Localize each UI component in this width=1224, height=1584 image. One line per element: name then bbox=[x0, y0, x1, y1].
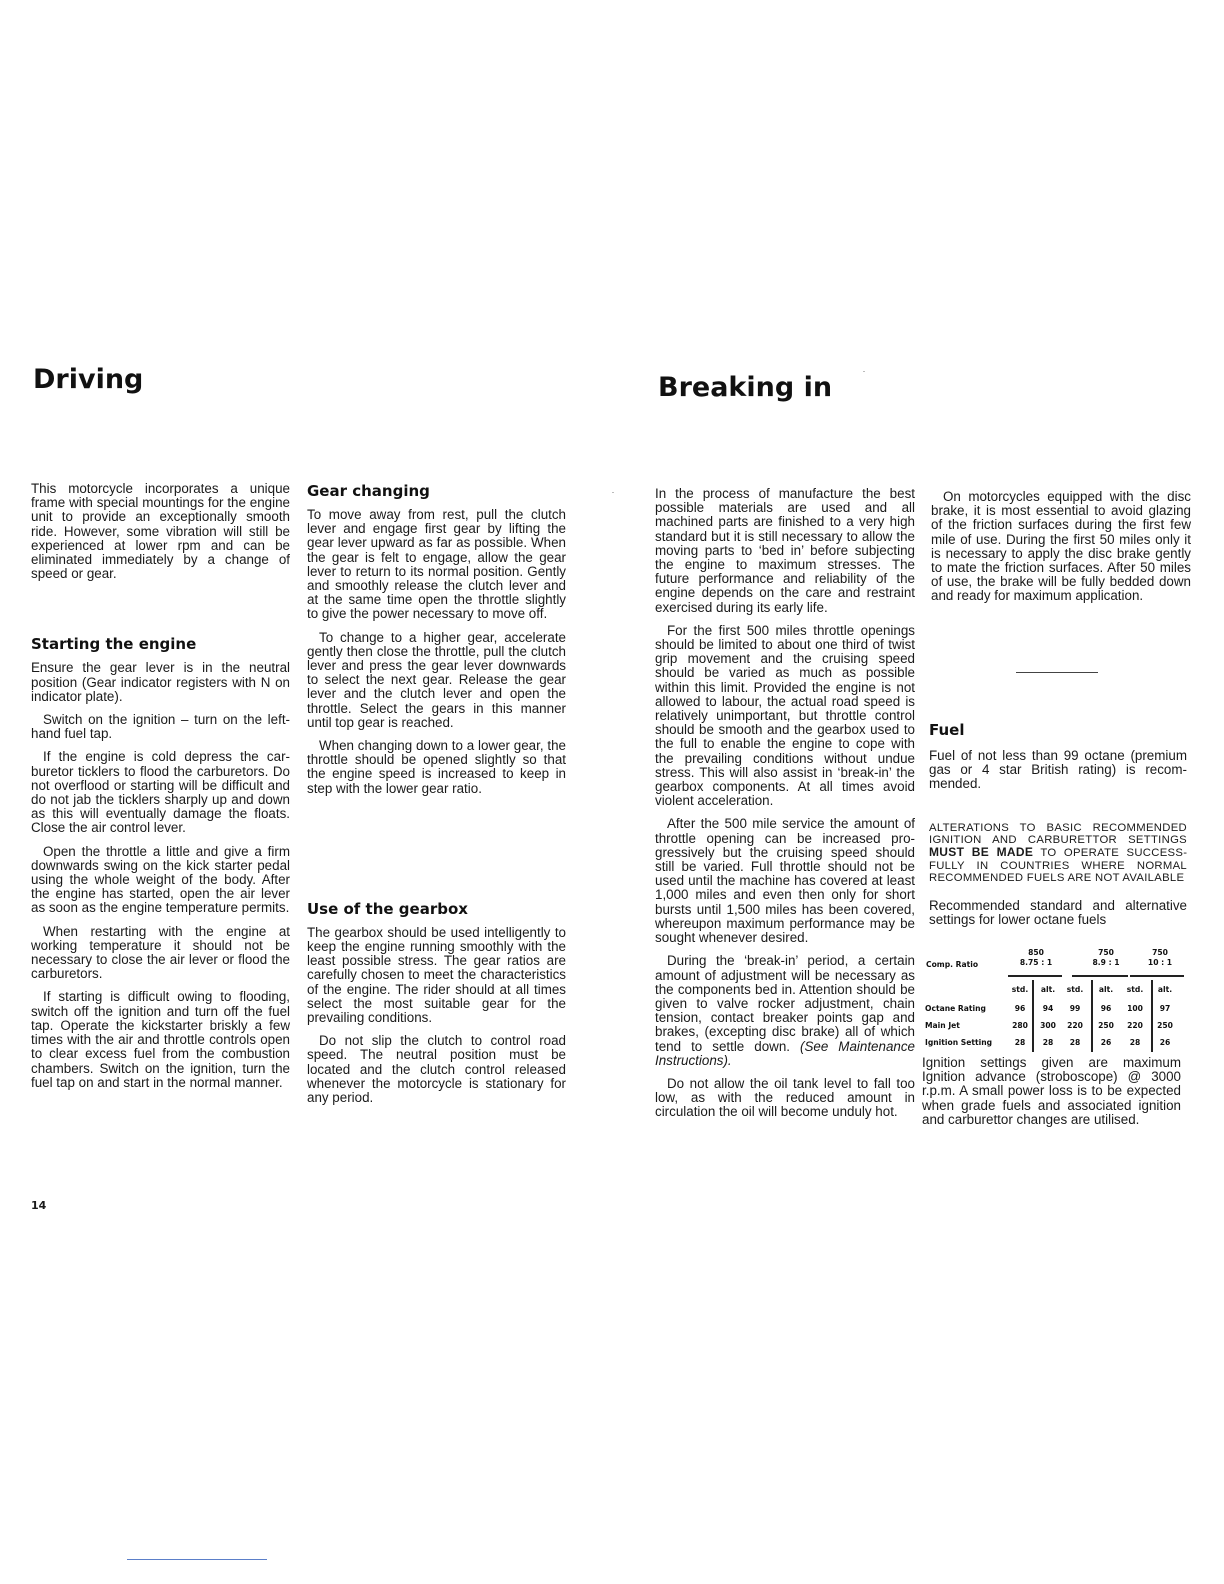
section-divider bbox=[1016, 672, 1098, 673]
breaking-p4-text: During the ‘break-in’ period, a certain amount of adjustment will be necessary as the components bed in. Attention should be given to valve rocker adjustment, chain tension, contact breaker points gap and brakes, (excepting disc brake) all of which tend to settle down. bbox=[655, 953, 915, 1054]
column-divider bbox=[1032, 980, 1034, 1052]
gear-p2: To change to a higher gear, accelerate gently then close the throttle, pull the clutch lever and press the gear lever downwards to select the next gear. Release the gear lever and the clutch lever and open the throttle. Select the gears in this manner until top gear is reached. bbox=[307, 629, 566, 730]
column-divider bbox=[1091, 980, 1093, 1052]
breaking-column-2 bbox=[931, 490, 1191, 613]
breaking-p5: Do not allow the oil tank level to fall too low, as with the reduced amount in circulation the oil will become unduly hot. bbox=[655, 1075, 915, 1120]
starting-p6: If starting is difficult owing to flooding, switch off the ignition and turn off the fuel tap. Operate the kickstarter briskly a few times with the air and throttle controls open to clear excess fuel from the combustion chambers. Switch on the ignition, turn the fuel tap on and start in the normal manner. bbox=[31, 989, 290, 1090]
gear-p1: To move away from rest, pull the clutch lever and engage first gear by lifting the gear lever upward as far as possible. When the gear is felt to engage, allow the gear lever to return to its normal position. Gently and smoothly release the clutch lever and at the same time open the throttle slightly to give the power necessary to move off. bbox=[307, 507, 566, 622]
page-title-driving: Driving bbox=[33, 364, 144, 395]
heading-starting-engine: Starting the engine bbox=[31, 635, 197, 654]
sub-alt: alt. bbox=[1040, 985, 1056, 994]
disc-brake-paragraph: On motorcycles equipped with the disc brake, it is most essential to avoid glazing of the friction surfaces during the first few mile of use. During the first 50 miles only it is necessary to apply the disc brake gently to mate the friction surfaces. After 50 miles of use, the brake will be fully bedded down and ready for maximum application. bbox=[931, 489, 1191, 604]
group-ratio: 8.9 : 1 bbox=[1092, 958, 1120, 967]
table-cell: 220 bbox=[1067, 1021, 1083, 1030]
sub-std: std. bbox=[1011, 985, 1029, 994]
heading-use-of-gearbox: Use of the gearbox bbox=[307, 899, 468, 918]
settings-table bbox=[924, 948, 1190, 1052]
notice-part-b: TO OPERATE SUCCESSFULLY IN COUNTRIES WHERE NORMAL RECOMMENDED FUELS ARE NOT AVAILABLE bbox=[929, 847, 1187, 885]
table-cell: 250 bbox=[1157, 1021, 1173, 1030]
breaking-p4 bbox=[655, 954, 915, 1068]
starting-p3: If the engine is cold depress the carburetor ticklers to flood the carburetors. Do not overflood or starting will be difficult and do not jab the ticklers sharply up and down as this will eventually damage the floats. Close the air control lever. bbox=[31, 749, 290, 836]
fuel-text: Fuel of not less than 99 octane (premium gas or 4 star British rating) is recommended. bbox=[929, 748, 1187, 792]
group-ratio: 10 : 1 bbox=[1147, 958, 1173, 967]
starting-p4: Open the throttle a little and give a firm downwards swing on the kick starter pedal using the whole weight of the body. After the engine has started, open the air lever as soon as the engine temperature permits. bbox=[31, 843, 290, 916]
heading-gear-changing: Gear changing bbox=[307, 482, 430, 500]
group-ratio: 8.75 : 1 bbox=[1019, 958, 1053, 967]
maintenance-reference: (See Maintenance Instructions). bbox=[655, 1038, 915, 1068]
table-cell: 28 bbox=[1014, 1038, 1026, 1047]
sub-std: std. bbox=[1126, 985, 1144, 994]
scan-speck bbox=[863, 371, 865, 372]
sub-std: std. bbox=[1066, 985, 1084, 994]
table-cell: 300 bbox=[1040, 1021, 1056, 1030]
gearbox-p2: Do not slip the clutch to control road speed. The neutral position must be located and the clutch control released whenever the motorcycle is stationary for any period. bbox=[307, 1033, 566, 1106]
ignition-note-block bbox=[922, 1056, 1181, 1136]
group-underline bbox=[1072, 975, 1128, 977]
sub-alt: alt. bbox=[1157, 985, 1173, 994]
row-label-main-jet: Main Jet bbox=[925, 1021, 960, 1030]
recommended-settings: Recommended standard and alternative settings for lower octane fuels bbox=[929, 897, 1187, 927]
driving-column-2 bbox=[307, 482, 566, 1114]
notice-must-be-made: MUST BE MADE bbox=[929, 845, 1034, 860]
table-cell: 26 bbox=[1100, 1038, 1112, 1047]
table-cell: 96 bbox=[1014, 1004, 1026, 1013]
table-cell: 28 bbox=[1129, 1038, 1141, 1047]
table-cell: 220 bbox=[1127, 1021, 1143, 1030]
row-label-octane: Octane Rating bbox=[925, 1004, 986, 1013]
page-number: 14 bbox=[31, 1199, 47, 1212]
group-engine: 850 bbox=[1028, 948, 1044, 957]
table-cell: 26 bbox=[1159, 1038, 1171, 1047]
driving-column-1 bbox=[31, 482, 290, 1099]
bottom-rule bbox=[127, 1559, 267, 1560]
table-cell: 28 bbox=[1069, 1038, 1081, 1047]
sub-alt: alt. bbox=[1098, 985, 1114, 994]
breaking-p1: In the process of manufacture the best possible materials are used and all machined parts are finished to a very high standard but it is still necessary to allow the moving parts to ‘bed in’ before subjecting the engine to maximum stresses. The future performance and reliability of the engine depends on the care and restraint exercised during its early life. bbox=[655, 486, 915, 615]
breaking-column-1 bbox=[655, 487, 915, 1129]
breaking-p3: After the 500 mile service the amount of throttle opening can be increased progressively but the cruising speed should still be varied. Full throttle should not be used until the machine has covered at least 1,000 miles and even then only for short bursts until 1,500 miles has been covered, whereupon maximum performance may be sought whenever desired. bbox=[655, 816, 915, 946]
table-cell: 250 bbox=[1098, 1021, 1114, 1030]
table-cell: 99 bbox=[1069, 1004, 1081, 1013]
table-cell: 97 bbox=[1159, 1004, 1171, 1013]
starting-p5: When restarting with the engine at working temperature it should not be necessary to close the air lever or flood the carburetors. bbox=[31, 923, 290, 982]
page-title-breaking-in: Breaking in bbox=[658, 372, 833, 403]
ignition-note: Ignition settings given are maximum Ignition advance (stroboscope) @ 3000 r.p.m. A small power loss is to be expected when grade fuels and associated ignition and carburettor changes are utilised. bbox=[922, 1055, 1181, 1127]
table-cell: 96 bbox=[1100, 1004, 1112, 1013]
breaking-p2: For the first 500 miles throttle openings should be limited to about one third of twist grip movement and the cruising speed should be varied as much as possible within this limit. Provided the engine is not allowed to labour, the actual road speed is relatively unimportant, but throttle control should be smooth and the gearbox used to the full to enable the engine to cope with the prevailing conditions without undue stress. This will also assist in ‘break-in’ the gearbox components. At all times avoid violent acceleration. bbox=[655, 622, 915, 809]
comp-ratio-label: Comp. Ratio bbox=[926, 960, 979, 969]
table-cell: 280 bbox=[1012, 1021, 1028, 1030]
group-engine: 750 bbox=[1098, 948, 1114, 957]
table-cell: 94 bbox=[1042, 1004, 1054, 1013]
starting-p2: Switch on the ignition – turn on the left-hand fuel tap. bbox=[31, 712, 290, 742]
starting-p1: Ensure the gear lever is in the neutral position (Gear indicator registers with N on indicator plate). bbox=[31, 660, 290, 704]
table-cell: 28 bbox=[1042, 1038, 1054, 1047]
heading-fuel: Fuel bbox=[929, 721, 965, 739]
fuel-notice bbox=[929, 822, 1187, 885]
row-label-ignition: Ignition Setting bbox=[925, 1038, 993, 1047]
group-underline bbox=[1008, 975, 1062, 977]
driving-intro: This motorcycle incorporates a unique frame with special mountings for the engine unit to provide an exceptionally smooth ride. However, some vibration will still be experienced at lower rpm and can be eliminated immediately by a change of speed or gear. bbox=[31, 481, 290, 582]
group-underline bbox=[1130, 975, 1184, 977]
table-cell: 100 bbox=[1127, 1004, 1143, 1013]
fuel-section bbox=[929, 721, 1187, 936]
gear-p3: When changing down to a lower gear, the throttle should be opened slightly so that the engine speed is increased to keep in step with the lower gear ratio. bbox=[307, 738, 566, 796]
notice-part-a: ALTERATIONS TO BASIC RECOMMENDED IGNITION AND CARBURETTOR SETTINGS bbox=[929, 821, 1187, 847]
group-engine: 750 bbox=[1152, 948, 1168, 957]
scan-speck bbox=[612, 492, 614, 493]
gearbox-p1: The gearbox should be used intelligently to keep the engine running smoothly with the least possible stress. The gear ratios are carefully chosen to meet the characteristics of the engine. The rider should at all times select the most suitable gear for the prevailing conditions. bbox=[307, 924, 566, 1026]
